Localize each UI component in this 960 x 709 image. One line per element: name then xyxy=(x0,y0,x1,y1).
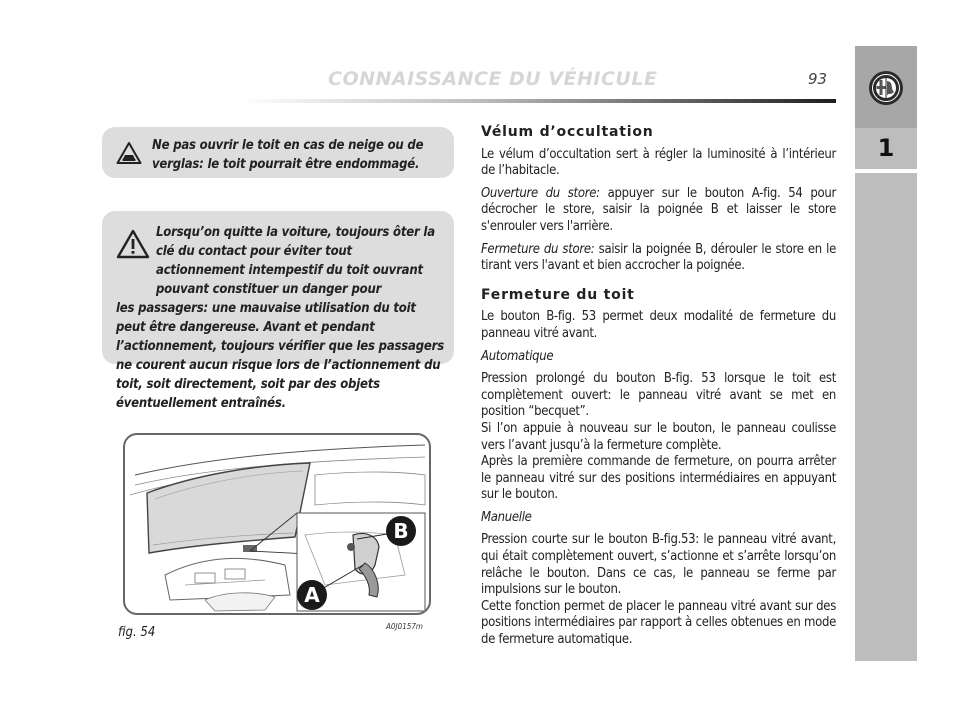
figure-code: A0J0157m xyxy=(386,622,423,631)
section-title: CONNAISSANCE DU VÉHICULE xyxy=(328,68,658,90)
heading-roof-closing: Fermeture du toit xyxy=(481,286,635,303)
automatic-text-1: Pression prolongé du bouton B-fig. 53 lorsque le toit est complètement ouvert: le panneau vitré avant se met en position “becquet”. xyxy=(481,371,836,420)
figure-caption: fig. 54 xyxy=(118,625,156,640)
velum-closing xyxy=(481,242,836,275)
page-number: 93 xyxy=(808,70,828,88)
warning-text-part-2: les passagers: une mauvaise utilisation du toit peut être dangereuse. Avant et pendant l’actionnement, toujours vérifier que les passagers ne courent aucun risque lors de l’actionnement du toit, soit directement, soit par des objets éventuellement entraînés. xyxy=(116,301,444,411)
roof-intro: Le bouton B-fig. 53 permet deux modalité de fermeture du panneau vitré avant. xyxy=(481,309,836,341)
manual-label: Manuelle xyxy=(481,509,532,525)
velum-intro: Le vélum d’occultation sert à régler la luminosité à l’intérieur de l’habitacle. xyxy=(481,146,836,179)
closing-label: Fermeture du store: xyxy=(481,241,595,257)
header-rule xyxy=(240,99,836,103)
velum-opening xyxy=(481,186,836,236)
automatic-label: Automatique xyxy=(481,348,554,364)
opening-text: appuyer sur le bouton A-fig. 54 pour décrocher le store, saisir la poignée B et laisser le store s'enrouler vers l'arrière. xyxy=(481,185,837,234)
warning-text-part-1: Lorsqu’on quitte la voiture, toujours ôter la clé du contact pour éviter tout actionnement intempestif du toit ouvrant pouvant constituer un danger pour xyxy=(156,225,435,297)
car-roof-warning-icon xyxy=(116,141,142,165)
warning-box-key xyxy=(102,211,454,411)
main-text-column xyxy=(481,124,836,649)
heading-velum: Vélum d’occultation xyxy=(481,124,654,140)
warning-triangle-icon xyxy=(116,229,150,259)
callout-a-label: A xyxy=(304,583,320,607)
warning-box-snow xyxy=(102,127,454,178)
figure-54-sunblind xyxy=(123,433,431,615)
warning-text: Ne pas ouvrir le toit en cas de neige ou de verglas: le toit pourrait être endommagé. xyxy=(152,138,424,172)
chapter-separator xyxy=(855,169,917,173)
closing-text: saisir la poignée B, dérouler le store en le tirant vers l'avant et bien accrocher la poignée. xyxy=(481,241,837,274)
opening-label: Ouverture du store: xyxy=(481,185,600,201)
chapter-number: 1 xyxy=(877,134,895,162)
manual-text-1: Pression courte sur le bouton B-fig.53: le panneau vitré avant, qui était complètement ouvert, s’actionne et s’arrête lorsqu’on relâche le bouton. Dans ce cas, le panneau se ferme par impulsions sur le bouton. xyxy=(481,532,836,598)
alfa-romeo-logo-icon xyxy=(868,70,904,106)
sunblind-illustration xyxy=(125,435,429,613)
automatic-text-2: Si l’on appuie à nouveau sur le bouton, le panneau coulisse vers l’avant jusqu’à la fermeture complète. xyxy=(481,420,836,453)
automatic-text-3: Après la première commande de fermeture, on pourra arrêter le panneau vitré sur des positions intermédiaires en appuyant sur le bouton. xyxy=(481,454,836,503)
manual-text-2: Cette fonction permet de placer le panneau vitré avant sur des positions intermédiaires par rapport à celles obtenues en mode de fermeture automatique. xyxy=(481,598,836,648)
callout-b-label: B xyxy=(393,519,409,543)
